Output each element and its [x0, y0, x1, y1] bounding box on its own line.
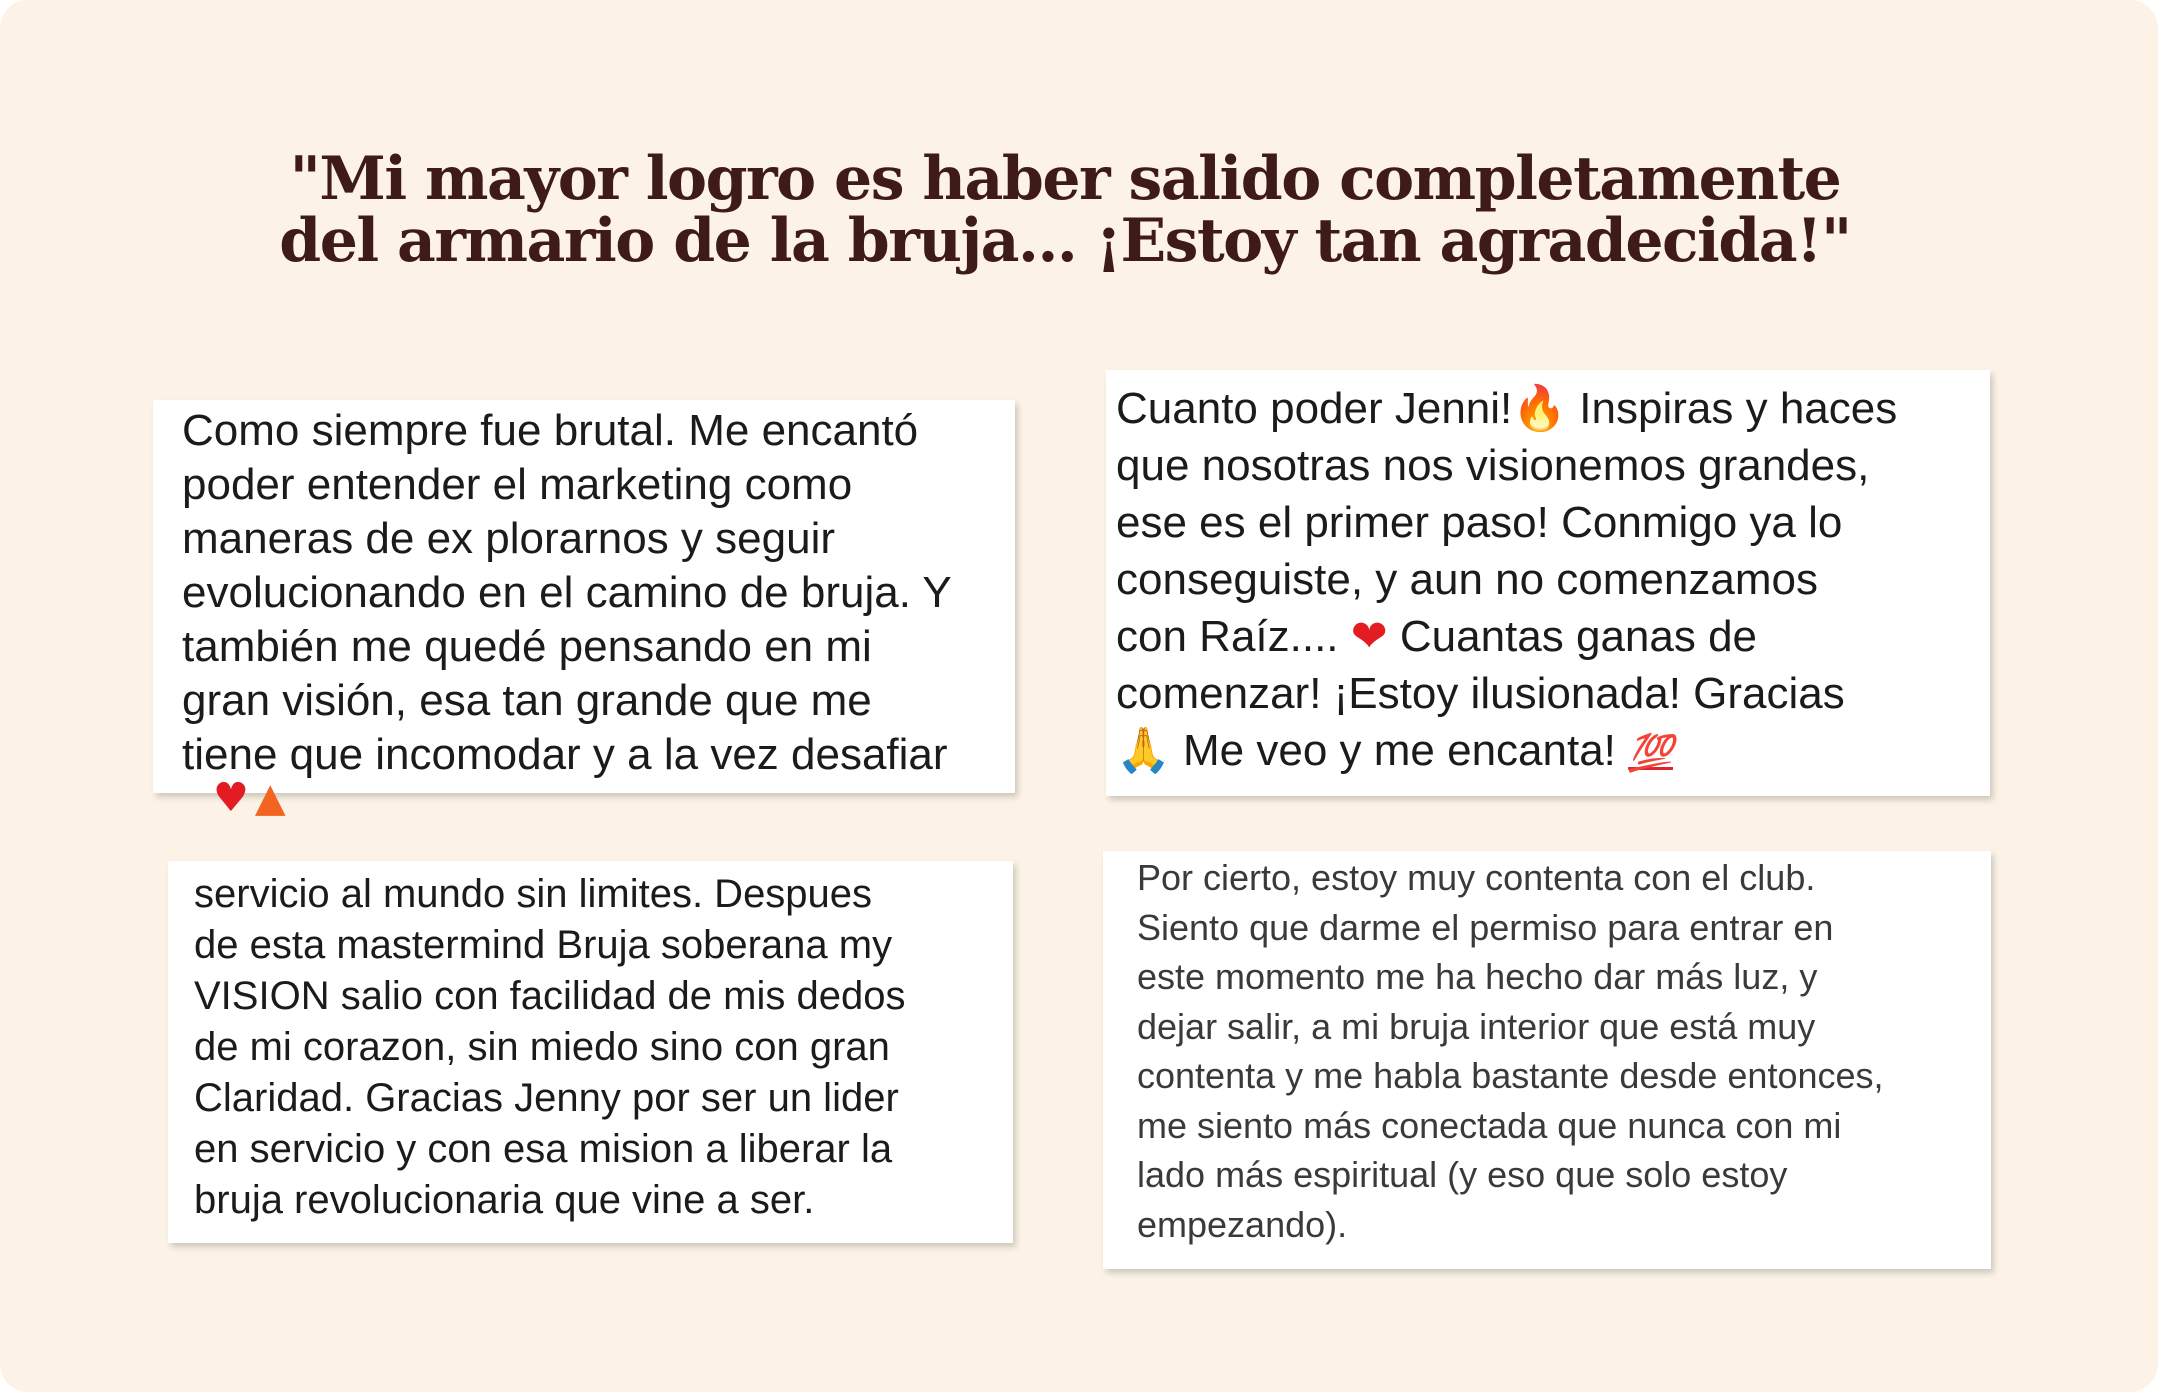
fire-icon: 🔥 — [1512, 383, 1568, 434]
testimonial-4-text — [1137, 853, 1884, 1249]
testimonial-4-line: lado más espiritual (y eso que solo estoy — [1137, 1154, 1788, 1195]
testimonial-4-line: me siento más conectada que nunca con mi — [1137, 1104, 1842, 1146]
fire-icon: ▲ — [254, 775, 286, 821]
testimonial-card-1 — [153, 400, 1015, 821]
testimonial-card-4 — [1103, 851, 1991, 1269]
testimonial-1-line: tiene que incomodar y a la vez desafiar — [182, 730, 948, 779]
testimonial-2-line: comenzar! ¡Estoy ilusionada! Gracias — [1116, 669, 1845, 718]
testimonial-4-line: empezando). — [1137, 1203, 1348, 1245]
heart-icon: ♥ — [213, 775, 249, 821]
testimonial-4-line: este momento me ha hecho dar más luz, y — [1137, 956, 1818, 997]
testimonial-2-line: conseguiste, y aun no comenzamos — [1116, 555, 1818, 604]
testimonial-1-line: evolucionando en el camino de bruja. Y — [182, 568, 952, 617]
testimonial-2-line: que nosotras nos visionemos grandes, — [1116, 441, 1870, 490]
testimonial-3-line: VISION salio con facilidad de mis dedos — [194, 974, 906, 1018]
testimonial-2-text — [1116, 380, 1897, 782]
testimonial-3-line: en servicio y con esa mision a liberar la — [194, 1127, 893, 1171]
testimonial-2-line: con Raíz.... ❤ Cuantas ganas de — [1116, 611, 1758, 662]
testimonial-2-line: Cuanto poder Jenni!🔥 Inspiras y haces — [1116, 383, 1898, 434]
testimonial-4-line: Siento que darme el permiso para entrar en — [1137, 906, 1834, 948]
testimonial-2-line: 🙏 Me veo y me encanta! 💯 — [1116, 725, 1673, 776]
testimonial-3-line: de mi corazon, sin miedo sino con gran — [194, 1025, 890, 1069]
testimonial-3-line: bruja revolucionaria que vine a ser. — [194, 1178, 815, 1222]
hundred-points-icon: 💯 — [1628, 733, 1673, 774]
testimonial-3-line: de esta mastermind Bruja soberana my — [194, 923, 893, 967]
testimonial-4-line: contenta y me habla bastante desde entonces, — [1137, 1055, 1884, 1096]
testimonial-card-2 — [1106, 370, 1990, 796]
testimonial-1-line: gran visión, esa tan grande que me — [182, 676, 872, 725]
cut-off-emojis — [213, 775, 286, 821]
testimonial-4-line: dejar salir, a mi bruja interior que está muy — [1137, 1005, 1816, 1047]
testimonial-4-line: Por cierto, estoy muy contenta con el club. — [1137, 857, 1816, 898]
testimonial-1-line: maneras de ex plorarnos y seguir — [182, 514, 835, 563]
testimonial-3-line: Claridad. Gracias Jenny por ser un lider — [194, 1076, 899, 1120]
testimonial-2-line: ese es el primer paso! Conmigo ya lo — [1116, 498, 1843, 547]
headline-line-1: "Mi mayor logro es haber salido completamente — [289, 144, 1841, 214]
headline-line-2: del armario de la bruja... ¡Estoy tan agradecida!" — [279, 206, 1851, 276]
folded-hands-icon: 🙏 — [1116, 725, 1171, 776]
testimonial-1-line: Como siempre fue brutal. Me encantó — [182, 406, 919, 455]
heart-icon: ❤ — [1350, 611, 1388, 662]
testimonial-3-text — [194, 869, 905, 1226]
testimonial-1-line: también me quedé pensando en mi — [182, 622, 872, 671]
testimonial-1-line: poder entender el marketing como — [182, 460, 853, 509]
headline-quote — [0, 144, 2130, 276]
testimonial-3-line: servicio al mundo sin limites. Despues — [194, 872, 873, 916]
testimonial-card-3 — [168, 861, 1013, 1243]
testimonial-1-text — [182, 404, 952, 782]
